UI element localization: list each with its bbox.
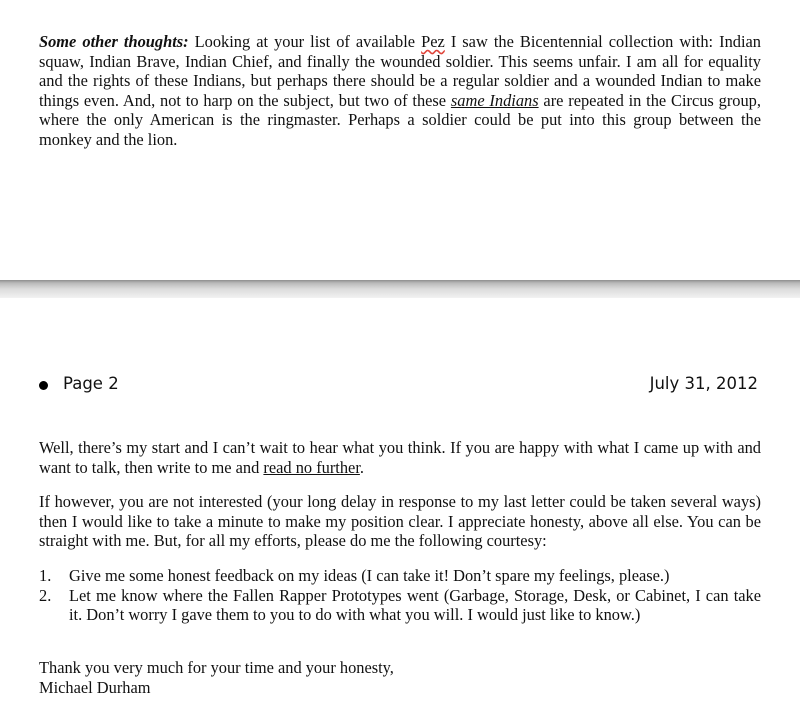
emphasized-same-indians: same Indians (450, 90, 539, 110)
closing-block (39, 658, 639, 697)
page-break-divider (0, 280, 800, 298)
closing-line: Thank you very much for your time and your honesty, (39, 658, 394, 677)
list-item (39, 566, 761, 586)
page-2-header (39, 374, 758, 396)
list-item-text: Give me some honest feedback on my ideas (I can take it! Don’t spare my feelings, please.) (69, 566, 670, 585)
list-item-text: Let me know where the Fallen Rapper Prototypes went (Garbage, Storage, Desk, or Cabinet, I can take it. Don’t worry I gave them to you to do with what you will. I would just like to know.) (69, 585, 761, 625)
other-thoughts-heading: Some other thoughts: (39, 32, 189, 51)
thoughts-text-3: are repeated in the Circus group, where the only American is the ringmaster. Perhaps a soldier could be put into this group between the monkey and the lion. (39, 90, 761, 149)
read-no-further-text: read no further (263, 457, 360, 477)
start-paragraph (39, 438, 761, 477)
list-number: 1. (39, 566, 52, 585)
request-list (39, 566, 761, 625)
letter-date: July 31, 2012 (649, 374, 758, 393)
thoughts-text-2: I saw the Bicentennial collection with: Indian squaw, Indian Brave, Indian Chief, and finally the wounded soldier. This seems unfair. I am all for equality and the rights of these Indians, but perhaps there should be a regular soldier and a wounded Indian to make things even. And, not to harp on the subject, but two of these (39, 32, 762, 110)
signature: Michael Durham (39, 677, 151, 697)
list-item (39, 586, 761, 625)
bullet-icon (39, 381, 48, 390)
spellcheck-word-pez[interactable]: Pez (421, 32, 445, 51)
list-number: 2. (39, 585, 52, 605)
however-paragraph: If however, you are not interested (your long delay in response to my last letter could be taken several ways) then I would like to take a minute to make my position clear. I appreciate honesty, above all else. You can be straight with me. But, for all my efforts, please do me the following courtesy: (39, 492, 761, 551)
page-number-label: Page 2 (63, 374, 119, 393)
thoughts-text-1: Looking at your list of available (188, 32, 422, 51)
start-text: Well, there’s my start and I can’t wait to hear what you think. If you are happy with what I came up with and want to talk, then write to me and (39, 438, 761, 477)
page-1 (0, 0, 800, 280)
start-end: . (359, 457, 364, 477)
other-thoughts-paragraph (39, 32, 761, 150)
